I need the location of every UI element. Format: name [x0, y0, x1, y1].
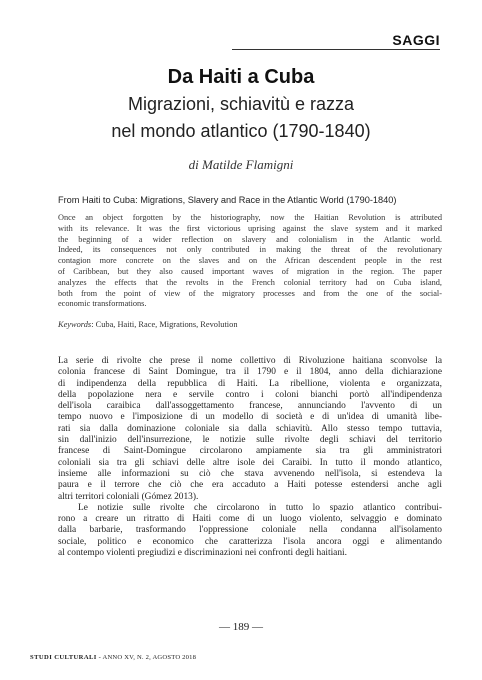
- page-number: — 189 —: [219, 621, 263, 633]
- abstract-line: both from the point of view of the migratory processes and from the one of the social-: [58, 288, 442, 298]
- abstract: [58, 213, 442, 310]
- article-author: di Matilde Flamigni: [188, 157, 294, 172]
- keywords-label: Keywords: [58, 320, 92, 329]
- body-text: [58, 356, 442, 559]
- journal-footer: [30, 654, 196, 661]
- body-line: sin dall'inizio dell'insurrezione, le notizie sulle rivolte degli schiavi del territorio: [58, 435, 442, 446]
- body-line: rono a creare un ritratto di Haiti come di un luogo violento, selvaggio e dominato: [58, 514, 442, 525]
- body-line: paura e il terrore che ciò che era accaduto a Haiti potesse estendersi anche agli: [58, 480, 442, 491]
- section-label: SAGGI: [392, 32, 440, 48]
- abstract-line: analyzes the effects that the revolts in the French colonial territory had on Cuba island,: [58, 277, 442, 287]
- article-subtitle-line-2: nel mondo atlantico (1790-1840): [111, 121, 371, 141]
- body-line: coloniali sia tra gli schiavi delle altre isole dei Caraibi. In tutto il mondo atlantico,: [58, 457, 442, 468]
- body-line: altri territori coloniali (Gómez 2013).: [58, 491, 199, 502]
- abstract-line: of Caribbean, but they also caused important waves of migration in the region. The paper: [58, 266, 442, 276]
- article-subtitle-line-1: Migrazioni, schiavitù e razza: [127, 94, 355, 114]
- abstract-line: economic transformations.: [58, 299, 147, 309]
- keywords: [58, 320, 442, 329]
- body-line: di indipendenza della repubblica di Haiti. La ribellione, violenta e organizzata,: [58, 378, 442, 389]
- abstract-line: the beginning of a wider reflection on slavery and colonialism in the Atlantic world.: [58, 234, 442, 244]
- abstract-line: Once an object forgotten by the historiography, now the Haitian Revolution is attributed: [58, 213, 442, 222]
- journal-name: STUDI CULTURALI: [30, 654, 97, 661]
- abstract-line: with its relevance. It was the first victorious uprising against the slave system and it marked: [58, 223, 442, 233]
- body-line: La serie di rivolte che prese il nome collettivo di Rivoluzione haitiana sconvolse la: [58, 356, 442, 366]
- body-line: Le notizie sulle rivolte che circolarono in tutto lo spazio atlantico contribui-: [78, 502, 442, 513]
- body-line: della popolazione nera e servile contro i coloni bianchi portò all'indipendenza: [58, 389, 442, 400]
- body-line: tempo nuovo e l'imposizione di un modello di società e di un'idea di umanità libe-: [58, 412, 442, 423]
- abstract-line: Indeed, its consequences not only contributed in making the threat of the revolutionary: [58, 245, 442, 255]
- english-title: From Haiti to Cuba: Migrations, Slavery and Race in the Atlantic World (1790-1840): [58, 195, 397, 205]
- body-line: dalla barbarie, trasformando l'oppressione coloniale nella condanna all'isolamento: [58, 525, 442, 536]
- body-line: sociale, politico e economico che caratterizza l'isola ancora oggi e alimentando: [58, 536, 442, 547]
- abstract-line: contagion more concrete on the slaves and on the African descendent people in the rest: [58, 256, 442, 266]
- body-line: al contempo violenti pregiudizi e discriminazioni nei confronti degli haitiani.: [58, 548, 347, 559]
- body-line: colonia francese di Saint Domingue, tra il 1790 e il 1804, anno della dichiarazione: [58, 367, 442, 378]
- article-title: Da Haiti a Cuba: [167, 66, 315, 88]
- body-line: insieme alle informazioni su ciò che stava avvenendo nell'isola, si estendeva la: [58, 468, 442, 479]
- body-line: francese di Saint-Domingue circolarono ampiamente sia tra gli amministratori: [58, 446, 442, 457]
- section-rule: [232, 49, 440, 50]
- body-line: rati sia dalla dominazione coloniale sia dalla schiavitù. Allo stesso tempo tuttavia,: [58, 423, 442, 434]
- body-line: dell'isola caraibica dall'assoggettamento francese, annunciando l'avvento di un: [58, 401, 442, 412]
- journal-issue: - ANNO XV, N. 2, AGOSTO 2018: [96, 654, 197, 661]
- keywords-list: : Cuba, Haiti, Race, Migrations, Revolution: [91, 320, 238, 329]
